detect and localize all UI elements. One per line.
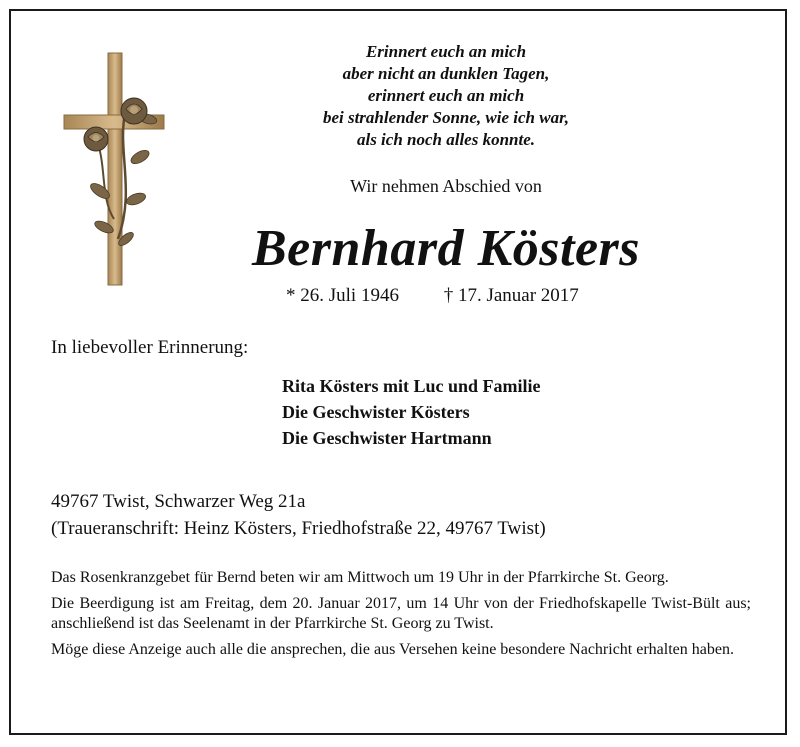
mourner: Die Geschwister Kösters [282,402,470,422]
mourner: Rita Kösters mit Luc und Familie [282,376,541,396]
obituary-notice [9,9,787,735]
mourner: Die Geschwister Hartmann [282,428,492,448]
notice-paragraph: Die Beerdigung ist am Freitag, dem 20. Januar 2017, um 14 Uhr von der Friedhofskapelle Twist-Bült aus; anschließend ist das Seelenamt in der Pfarrkirche St. Georg zu Twist. [51,595,751,632]
memory-label: In liebevoller Erinnerung: [51,337,249,358]
notices [51,568,751,666]
life-dates [286,285,579,307]
mourning-address: (Traueranschrift: Heinz Kösters, Friedhofstraße 22, 49767 Twist) [51,518,546,539]
birth-date: * 26. Juli 1946 [286,285,399,306]
poem [241,41,651,151]
notice-paragraph: Möge diese Anzeige auch alle die ansprechen, die aus Versehen keine besondere Nachricht erhalten haben. [51,641,734,658]
poem-line: als ich noch alles konnte. [356,130,536,149]
death-date: † 17. Januar 2017 [443,285,579,306]
home-address: 49767 Twist, Schwarzer Weg 21a [51,491,306,512]
poem-line: bei strahlender Sonne, wie ich war, [322,108,570,127]
cross-with-roses-icon [56,49,166,304]
poem-line: erinnert euch an mich [367,86,525,105]
poem-line: Erinnert euch an mich [365,42,527,61]
poem-line: aber nicht an dunklen Tagen, [342,64,550,83]
deceased-name: Bernhard Kösters [252,220,640,277]
farewell-intro: Wir nehmen Abschied von [350,176,542,196]
address-block [51,488,546,542]
mourners-list [282,373,541,451]
notice-paragraph: Das Rosenkranzgebet für Bernd beten wir am Mittwoch um 19 Uhr in der Pfarrkirche St. Georg. [51,569,669,586]
